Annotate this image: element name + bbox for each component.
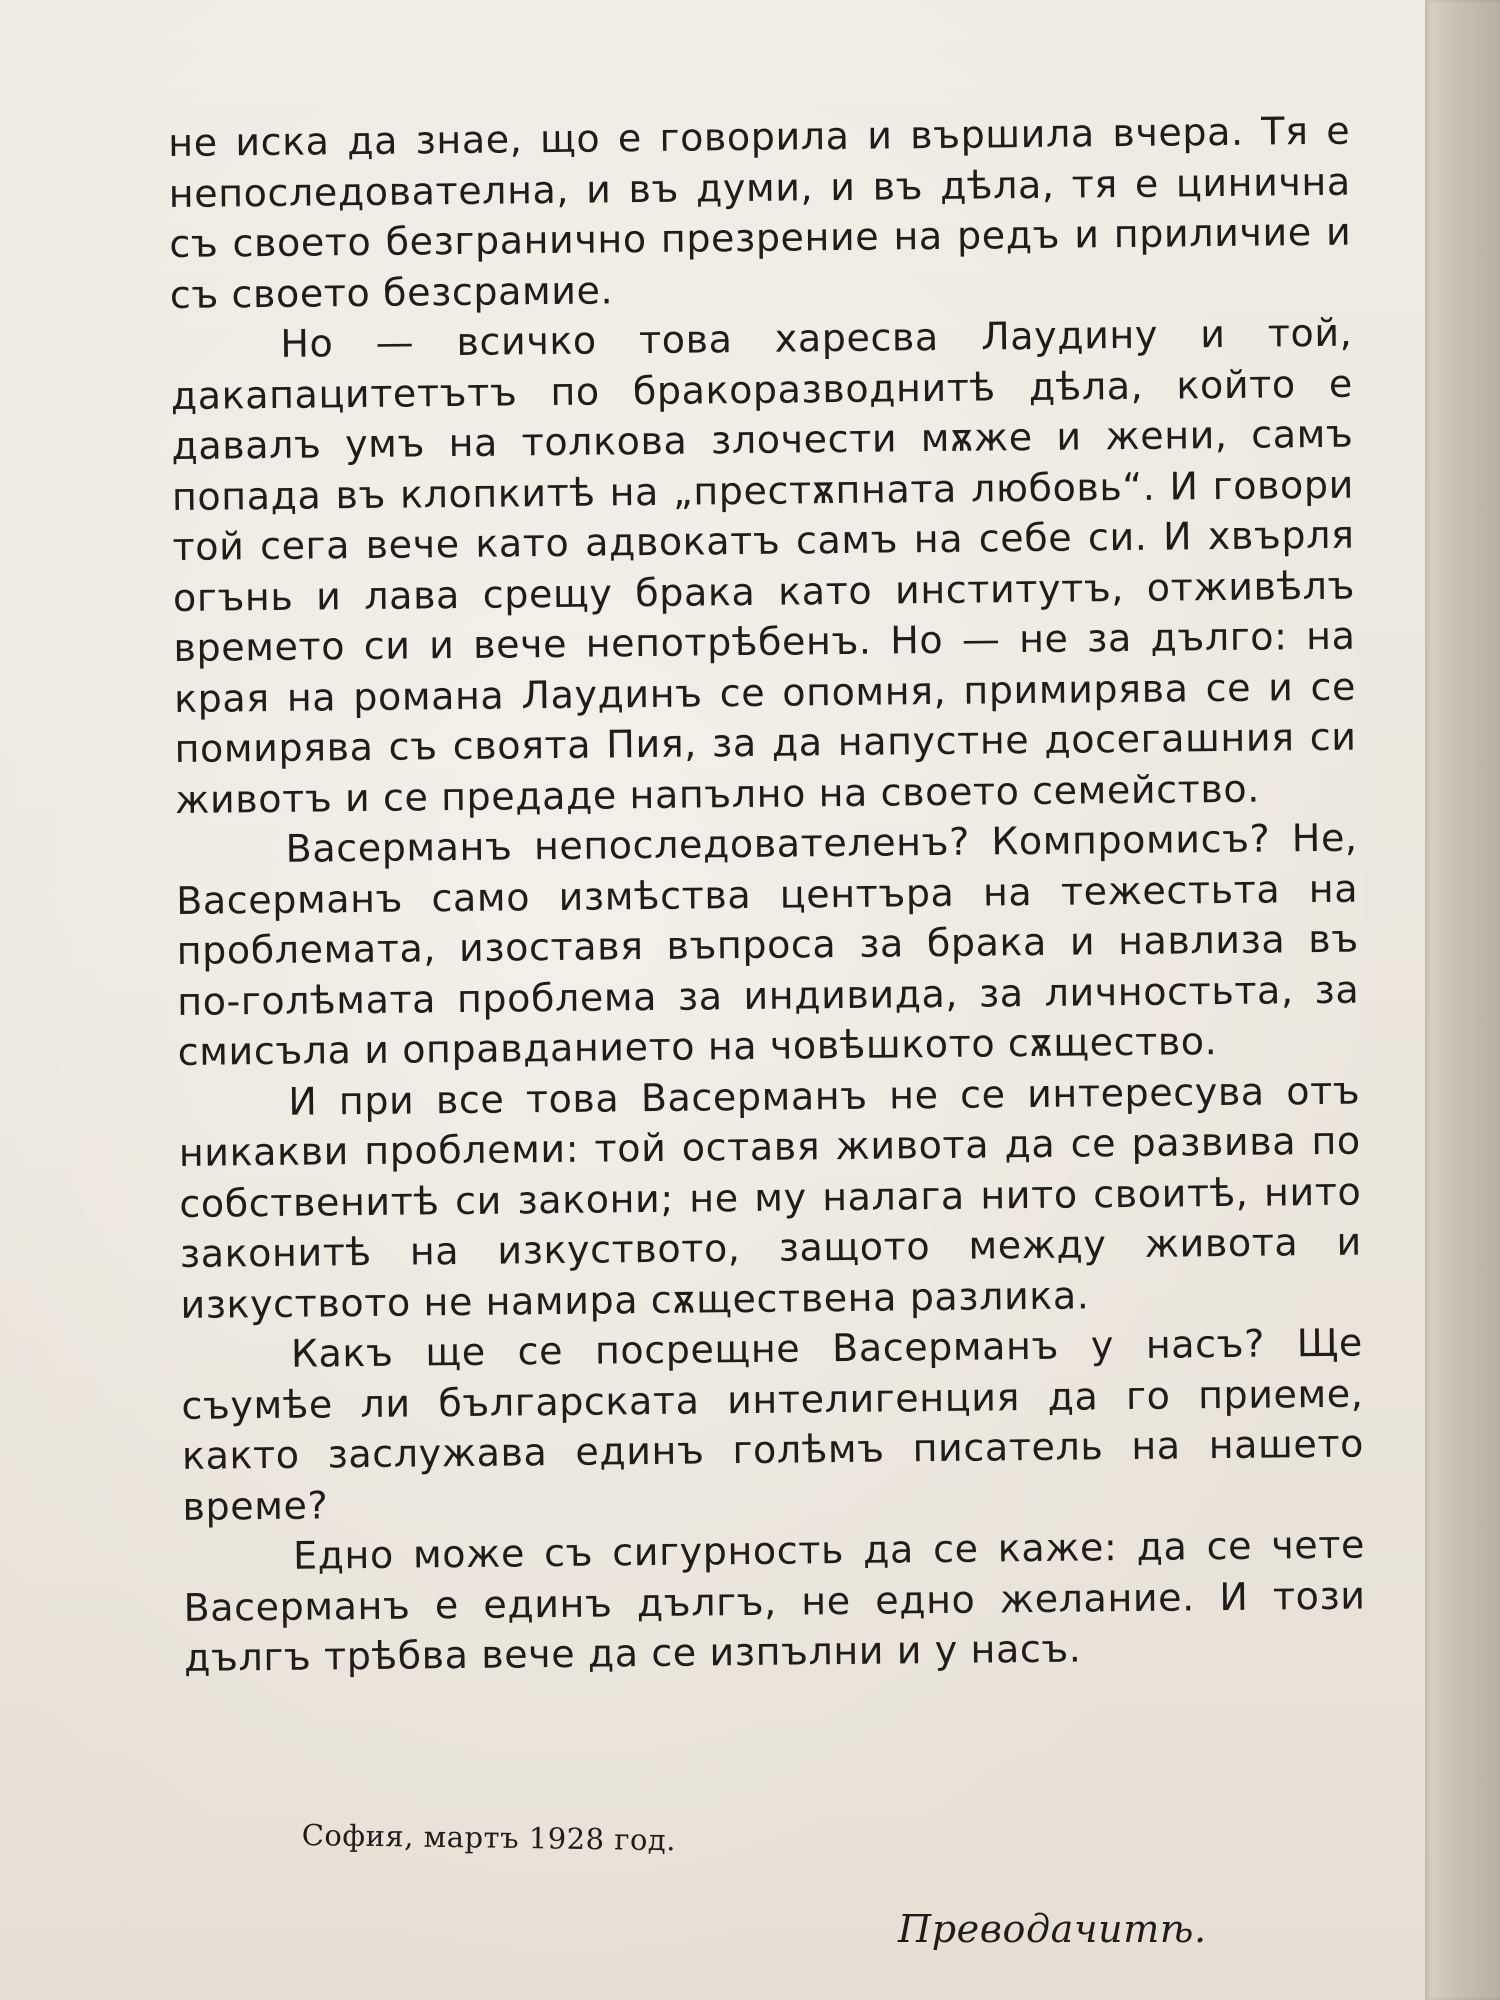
paragraph-6: Едно може съ сигурность да се каже: да се чете Васерманъ е единъ дългъ, не едно желание. И този дългъ трѣбва вече да се изпълни и у насъ.: [183, 1522, 1366, 1680]
book-spine-edge: [1425, 0, 1500, 2000]
paragraph-1: не иска да знае, що е говорила и вършила вчера. Тя е непоследователна, и въ думи, и въ дѣла, тя е цинична съ своето безгранично презрение на редъ и приличие и съ своето безсрамие.: [168, 108, 1352, 317]
translators-signature: Преводачитѣ.: [898, 1907, 1207, 1951]
paragraph-2: Но — всичко това харесва Лаудину и той, дакапацитетътъ по бракоразводнитѣ дѣла, който е давалъ умъ на толкова злочести мѫже и жени, самъ попада въ клопкитѣ на „престѫпната любовь“. И говори той сега вече като адвокатъ самъ на себе си. И хвърля огънь и лава срещу брака като институтъ, отживѣлъ времето си и вече непотрѣбенъ. Но — не за дълго: на края на романа Лаудинъ се опомня, примирява се и се помирява съ своята Пия, за да напустне досегашния си животъ и се предаде напълно на своето семейство.: [170, 310, 1357, 822]
body-text: [168, 106, 1366, 1684]
paragraph-4: И при все това Васерманъ не се интересува отъ никакви проблеми: той оставя живота да се развива по собственитѣ си закони; не му налага нито своитѣ, нито законитѣ на изкуството, защото между живота и изкуството не намира сѫществена разлика.: [178, 1068, 1363, 1327]
paragraph-3: Васерманъ непоследователенъ? Компромисъ? Не, Васерманъ само измѣства центъра на тежестьта на проблемата, изоставя въпроса за брака и навлиза въ по-голѣмата проблема за индивида, за личностьта, за смисъла и оправданието на човѣшкото сѫщество.: [175, 815, 1360, 1074]
place-date: София, мартъ 1928 год.: [301, 1818, 677, 1858]
paragraph-5: Какъ ще се посрещне Васерманъ у насъ? Ще съумѣе ли българската интелигенция да го приеме, както заслужава единъ голѣмъ писатель на нашето време?: [181, 1320, 1365, 1529]
